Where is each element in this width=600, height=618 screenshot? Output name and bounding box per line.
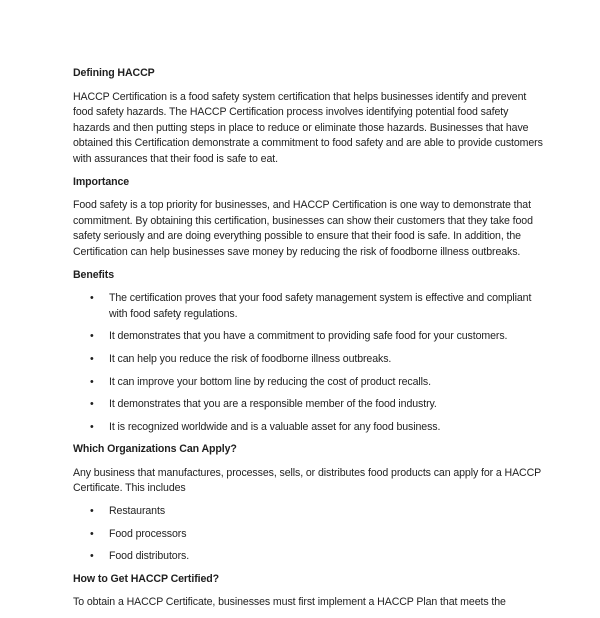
list-item: • It demonstrates that you have a commitment to providing safe food for your customers. [73,329,543,345]
document-page [73,66,543,618]
list-item: • It can help you reduce the risk of foodborne illness outbreaks. [73,352,543,368]
list-item: • It is recognized worldwide and is a valuable asset for any food business. [73,420,543,436]
list-item: • Restaurants [73,504,543,520]
heading-which-organizations: Which Organizations Can Apply? [73,443,237,456]
bullet-icon: • [90,352,94,365]
benefits-list [73,291,543,435]
heading-benefits: Benefits [73,268,114,281]
bullet-icon: • [90,420,94,433]
paragraph-importance: Food safety is a top priority for businesses, and HACCP Certification is one way to demonstrate that commitment. By obtaining this certification, businesses can show their customers that they take food safety seriously and are doing everything possible to ensure that their food is safe. In addition, the Certification can help businesses save money by reducing the risk of foodborne illness outbreaks. [73,199,533,258]
organizations-list [73,504,543,565]
list-item: • It demonstrates that you are a responsible member of the food industry. [73,397,543,413]
paragraph-which-organizations: Any business that manufactures, processes, sells, or distributes food products can apply for a HACCP Certificate. This includes [73,466,541,495]
bullet-icon: • [90,398,94,411]
heading-how-to-get-certified: How to Get HACCP Certified? [73,572,220,585]
list-item: • The certification proves that your food safety management system is effective and compliant with food safety regulations. [90,292,532,320]
bullet-icon: • [90,330,94,343]
heading-importance: Importance [73,175,130,188]
paragraph-defining-haccp: HACCP Certification is a food safety system certification that helps businesses identify and prevent food safety hazards. The HACCP Certification process involves identifying potential food safety hazards and then putting steps in place to reduce or eliminate those hazards. Businesses that have obtained this Certification demonstrate a commitment to food safety and are able to provide customers with assurances that their food is safe to eat. [73,90,543,165]
bullet-icon: • [90,375,94,388]
paragraph-how-to-get-certified: To obtain a HACCP Certificate, businesses must first implement a HACCP Plan that meets the [73,596,506,609]
heading-defining-haccp: Defining HACCP [73,67,155,79]
list-item: • Food processors [73,527,543,543]
list-item: • It can improve your bottom line by reducing the cost of product recalls. [73,375,543,391]
bullet-icon: • [90,550,94,563]
bullet-icon: • [90,527,94,540]
bullet-icon: • [90,505,94,518]
bullet-icon: • [90,292,94,305]
list-item: • Food distributors. [73,549,543,565]
